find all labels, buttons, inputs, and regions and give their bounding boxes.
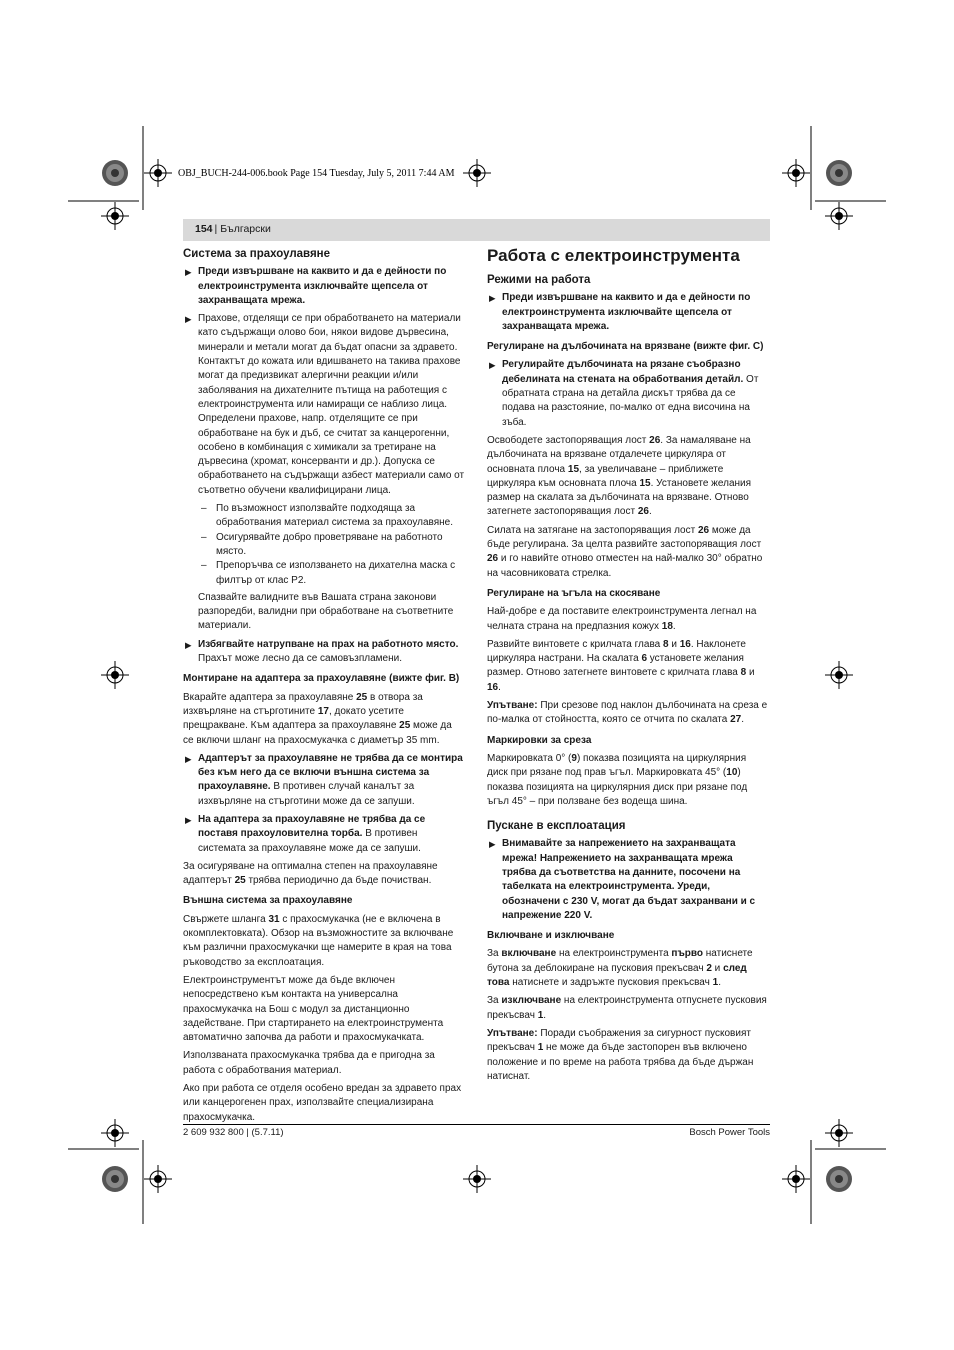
crosshair-icon: [782, 159, 810, 187]
paragraph: Силата на затягане на застопоряващия лост 26 може да бъде регулирана. За целта развийте застопоряващия лост 26 и го навийте отново отместен на най-малко 30° обратно на часовниковата стрелка.: [487, 524, 763, 579]
crosshair-icon: [782, 1165, 810, 1193]
crosshair-icon: [101, 661, 129, 689]
crosshair-icon: [463, 159, 491, 187]
crosshair-icon: [144, 1165, 172, 1193]
dash-item: – Осигурявайте добро проветряване на работното място.: [201, 531, 443, 557]
warning-bullet: ▶ На адаптера за прахоулавяне не трябва да се поставя прахоуловителна торба. В противен системата за прахоулавяне може да се запуши.: [185, 813, 426, 854]
crosshair-icon: [463, 1165, 491, 1193]
registration-rosette-icon: [102, 160, 128, 186]
triangle-bullet-icon: ▶: [489, 839, 496, 850]
page-header-bar: [183, 219, 770, 241]
registration-rosette-icon: [826, 1166, 852, 1192]
left-column: [183, 247, 465, 1129]
subsection-title: Монтиране на адаптера за прахоулавяне (вижте фиг. B): [183, 673, 460, 685]
warning-bullet: ▶ Адаптерът за прахоулавяне не трябва да се монтира без към него да се включи външна система за прахоулавяне. В противен случай каналът за изхвърляне на стърготини може да се запуши.: [185, 752, 463, 807]
chapter-title: Работа с електроинструмента: [487, 246, 740, 265]
footer-doc-number: 2 609 932 800 | (5.7.11): [183, 1127, 284, 1138]
triangle-bullet-icon: ▶: [489, 293, 496, 304]
triangle-bullet-icon: ▶: [489, 360, 496, 371]
crosshair-icon: [101, 202, 129, 230]
print-slug: OBJ_BUCH-244-006.book Page 154 Tuesday, July 5, 2011 7:44 AM: [178, 168, 455, 179]
paragraph: Електроинструментът може да бъде включен непосредствено към контакта на универсална прахосмукачка на Бош с модул за дистанционно задействане. При стартирането на електроинструмента автоматично започва да работи и прахосмукачката.: [183, 974, 444, 1044]
crosshair-icon: [825, 202, 853, 230]
registration-rosette-icon: [102, 1166, 128, 1192]
warning-bullet: ▶ Регулирайте дълбочината на рязане съобразно дебелината на стената на обработвания детайл. От обратната страна на детайла дискът трябва да се подава на разстояние, по-малко от една височина на зъба.: [489, 359, 759, 428]
paragraph: Развийте винтовете с крилчата глава 8 и 16. Наклонете циркуляра настрани. На скалата 6 установете желания размер. Отново затегнете винтовете с крилчата глава 8 и 16.: [487, 638, 755, 693]
subsection-title: Маркировки за среза: [487, 734, 592, 746]
crosshair-icon: [825, 661, 853, 689]
warning-bullet: ▶ Преди извършване на каквито и да е дейности по електроинструмента изключвайте щепсела от захранващата мрежа.: [185, 266, 447, 306]
dash-item: – По възможност използвайте подходяща за обработвания материал система за прахоулавяне.: [201, 503, 453, 529]
section-title-modes: Режими на работа: [487, 274, 591, 286]
header-language: Български: [220, 223, 271, 235]
warning-bullet: ▶ Внимавайте за напрежението на захранващата мрежа! Напрежението на захранващата мрежа трябва да съответства на данните, посочени на табелката на електроинструмента. Уреди, обозначени с 230 V, могат да бъдат захранвани и с напрежение 220 V.: [489, 838, 756, 921]
crosshair-icon: [825, 1119, 853, 1147]
subsection-title: Регулиране на ъгъла на скосяване: [487, 587, 661, 599]
footer-rule: [183, 1124, 770, 1125]
subsection-title: Регулиране на дълбочината на врязване (вижте фиг. C): [487, 341, 764, 353]
paragraph: За включване на електроинструмента първо натиснете бутона за деблокиране на пусковия прекъсвач 2 и след това натиснете и задръжте пусковия прекъсвач 1.: [487, 948, 753, 989]
right-column: [487, 247, 769, 1088]
triangle-bullet-icon: ▶: [185, 314, 192, 325]
paragraph: Ако при работа се отделя особено вредан за здравето прах или канцерогенен прах, използвайте специализирана прахосмукачка.: [183, 1083, 462, 1123]
registration-rosette-icon: [826, 160, 852, 186]
paragraph: За изключване на електроинструмента отпуснете пусковия прекъсвач 1.: [487, 995, 767, 1021]
footer-brand: Bosch Power Tools: [689, 1127, 770, 1138]
paragraph: Освободете застопоряващия лост 26. За намаляване на дълбочината на врязване отдалечете циркуляра от основната плоча 15, за увеличаване – приближете циркуляра към основната плоча 15. Установете желания размер на скалата за дълбочината на врязване. Отново затегнете застопоряващия лост 26.: [487, 434, 752, 518]
paragraph: За осигуряване на оптимална степен на прахоулавяне адаптерът 25 трябва периодично да бъде почистван.: [183, 860, 438, 887]
note-paragraph: Упътване: Поради съображения за сигурност пусковият прекъсвач 1 не може да бъде застопорен във включено положение и по време на работа трябва да бъде държан натиснат.: [487, 1027, 754, 1082]
page-number: 154: [195, 223, 213, 235]
paragraph: Най-добре е да поставите електроинструмента легнал на челната страна на предпазния кожух 18.: [487, 606, 757, 632]
paragraph: Вкарайте адаптера за прахоулавяне 25 в отвора за изхвърляне на стърготините 17, докато усетите прещракване. Към адаптера за прахоулавяне 25 може да се включи шланг на прахосмукачка с диаметър 35 mm.: [183, 691, 452, 746]
page-header: 154 | Български: [195, 223, 271, 235]
warning-bullet: ▶ Преди извършване на каквито и да е дейности по електроинструмента изключвайте щепсела от захранващата мрежа.: [489, 292, 751, 332]
dash-item: – Препоръчва се използването на дихателна маска с филтър от клас P2.: [201, 560, 456, 586]
paragraph: Използваната прахосмукачка трябва да е пригодна за работа с обработвания материал.: [183, 1050, 435, 1076]
warning-bullet: ▶ Избягвайте натрупване на прах на работното място. Прахът може лесно да се самовъзпламени.: [185, 638, 459, 665]
paragraph: Маркировката 0° (9) показва позицията на циркулярния диск при рязане под прав ъгъл. Маркировката 45° (10) показва позицията на циркулярния диск при рязане под ъгъл 45° – при ползване без водеща шина.: [487, 752, 748, 807]
triangle-bullet-icon: ▶: [185, 267, 192, 278]
triangle-bullet-icon: ▶: [185, 639, 192, 650]
subsection-title: Включване и изключване: [487, 930, 615, 942]
section-title-start: Пускане в експлоатация: [487, 820, 626, 833]
subsection-title: Външна система за прахоулавяне: [183, 895, 353, 907]
paragraph: Спазвайте валидните във Вашата страна законови разпоредби, валидни при обработване на съответните материали.: [198, 591, 454, 632]
section-title-dust: Система за прахоулавяне: [183, 248, 331, 260]
note-paragraph: Упътване: При срезове под наклон дълбочината на среза е по-малка от стойността, която се отчита по скалата 27.: [487, 700, 768, 726]
warning-bullet: ▶ Прахове, отделящи се при обработването на материали като съдържащи олово бои, някои видове дървесина, минерали и метали могат да бъдат опасни за здравето. Контактът до кожата или вдишването на такива прахове могат да предизвикат алергични реакции и/или заболявания на дихателните пътища на работещия с електроинструмента или намиращи се наблизо лица. Определени прахове, напр. отделящите се при обработване на бук и дъб, се считат за канцерогенни, особено в комбинация с химикали за третиране на дървесина (хромат, консерванти и др.). Допуска се обработването на съдържащи азбест материали само от съответно обучени квалифицирани лица.: [185, 313, 465, 496]
crosshair-icon: [144, 159, 172, 187]
triangle-bullet-icon: ▶: [185, 814, 192, 825]
paragraph: Свържете шланга 31 с прахосмукачка (не е включена в окомплектовката). Обзор на възможностите за включване към различни прахосмукачки ще намерите в края на това ръководство за експлоатация.: [183, 913, 454, 968]
triangle-bullet-icon: ▶: [185, 753, 192, 764]
crosshair-icon: [101, 1119, 129, 1147]
